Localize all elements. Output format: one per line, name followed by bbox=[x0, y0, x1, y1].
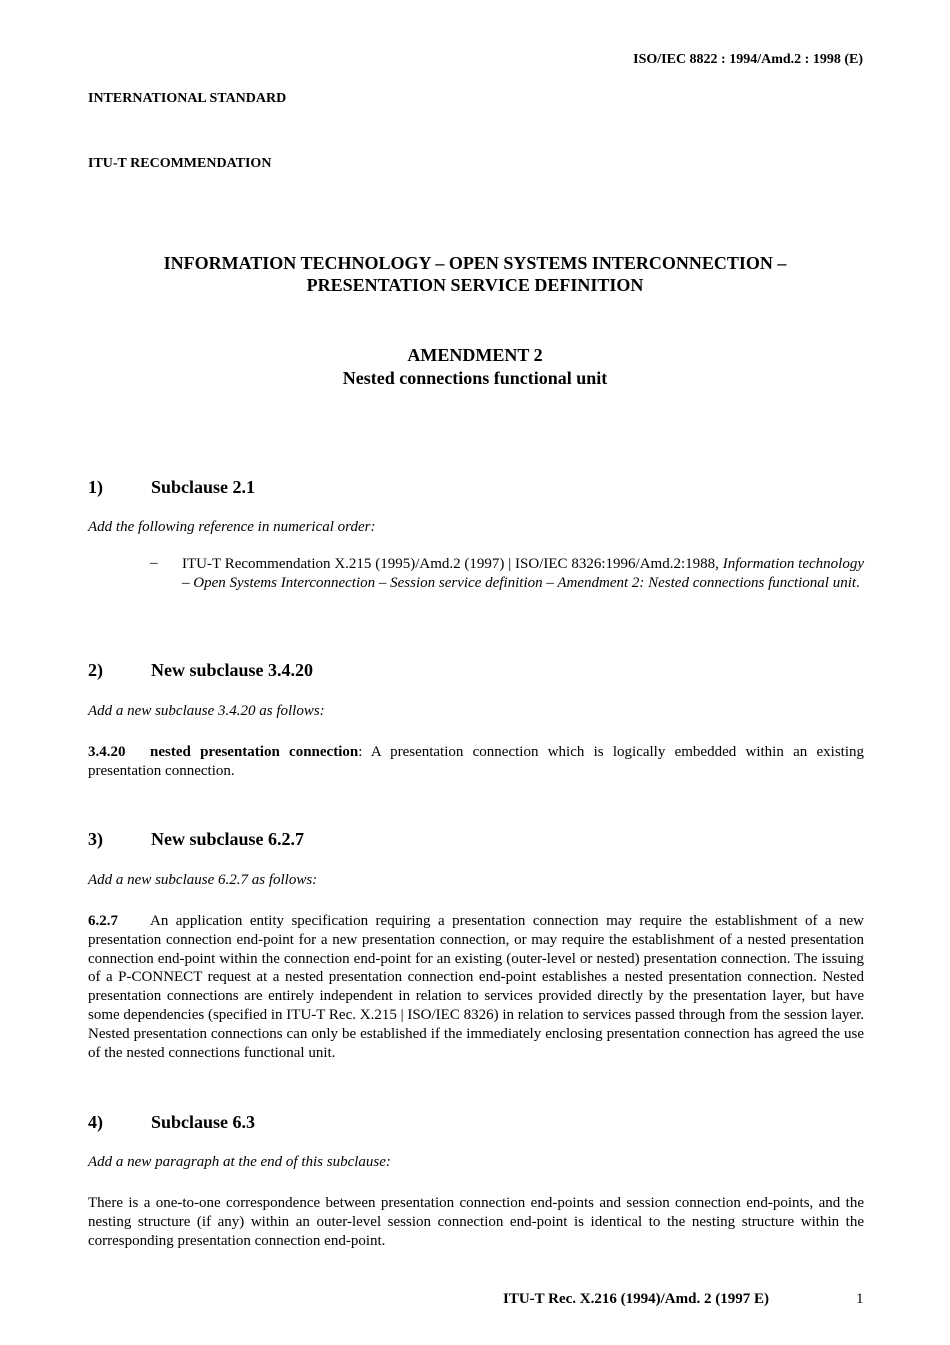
section-number: 3) bbox=[88, 829, 103, 849]
section-title: Subclause 2.1 bbox=[151, 477, 256, 497]
itu-recommendation-label: ITU-T RECOMMENDATION bbox=[88, 156, 272, 171]
defined-term: nested presentation connection bbox=[150, 744, 359, 760]
section-title: New subclause 6.2.7 bbox=[151, 829, 305, 849]
section-title: Subclause 6.3 bbox=[151, 1112, 256, 1132]
clause-number: 3.4.20 bbox=[88, 744, 126, 760]
document-id: ISO/IEC 8822 : 1994/Amd.2 : 1998 (E) bbox=[633, 52, 863, 67]
reference-end: . bbox=[856, 574, 860, 591]
document-title bbox=[0, 252, 950, 296]
amendment-subtitle: Nested connections functional unit bbox=[342, 368, 608, 388]
title-line-2: PRESENTATION SERVICE DEFINITION bbox=[306, 275, 644, 295]
amendment-block bbox=[0, 344, 950, 390]
section-title: New subclause 3.4.20 bbox=[151, 660, 314, 680]
reference-title: Information technology – Open Systems Interconnection – Session service definition – Amendment 2: Nested connections functional unit bbox=[182, 556, 864, 591]
footer-rec-id: ITU-T Rec. X.216 (1994)/Amd. 2 (1997 E) bbox=[503, 1291, 769, 1307]
page-number: 1 bbox=[856, 1291, 864, 1307]
bullet-dash: – bbox=[150, 555, 158, 571]
section-1-heading bbox=[88, 477, 255, 498]
section-2-heading bbox=[88, 660, 313, 681]
section-3-instruction: Add a new subclause 6.2.7 as follows: bbox=[88, 872, 318, 888]
section-4-instruction: Add a new paragraph at the end of this subclause: bbox=[88, 1154, 391, 1170]
section-number: 2) bbox=[88, 660, 103, 680]
definition-paragraph bbox=[88, 743, 864, 781]
clause-text: An application entity specification requiring a presentation connection may require the establishment of a new presentation connection end-point for a new presentation connection, or may require the establishment of a nested presentation connection end-point within the connection end-point for an existing (outer-level or nested) presentation connection. The issuing of a P-CONNECT request at a nested presentation connection end-point establishes a nested presentation connection. Nested presentation connections are entirely independent in relation to services provided directly by the presentation layer, but have some dependencies (specified in ITU-T Rec. X.215 | ISO/IEC 8326) in relation to services passed through from the session layer. Nested presentation connections can only be established if the immediately enclosing presentation connection has agreed the use of the nested connections functional unit. bbox=[88, 913, 864, 1061]
section-4-paragraph: There is a one-to-one correspondence between presentation connection end-points and session connection end-points, and the nesting structure (if any) within an outer-level session connection end-point is identical to the nesting structure within the corresponding presentation connection end-point. bbox=[88, 1195, 864, 1249]
international-standard-label: INTERNATIONAL STANDARD bbox=[88, 91, 287, 106]
section-number: 4) bbox=[88, 1112, 103, 1132]
definition-text: : A presentation connection which is logically embedded within an existing presentation connection. bbox=[88, 744, 864, 779]
reference-plain: ITU-T Recommendation X.215 (1995)/Amd.2 (1997) | ISO/IEC 8326:1996/Amd.2:1988, bbox=[182, 556, 723, 572]
section-1-instruction: Add the following reference in numerical order: bbox=[88, 519, 376, 535]
clause-6-2-7-paragraph bbox=[88, 912, 864, 1062]
reference-entry bbox=[182, 555, 864, 593]
section-3-heading bbox=[88, 829, 304, 850]
section-4-heading bbox=[88, 1112, 255, 1133]
amendment-number: AMENDMENT 2 bbox=[407, 345, 543, 365]
section-2-instruction: Add a new subclause 3.4.20 as follows: bbox=[88, 703, 325, 719]
title-line-1: INFORMATION TECHNOLOGY – OPEN SYSTEMS INTERCONNECTION – bbox=[163, 253, 787, 273]
section-number: 1) bbox=[88, 477, 103, 497]
clause-number: 6.2.7 bbox=[88, 913, 118, 929]
